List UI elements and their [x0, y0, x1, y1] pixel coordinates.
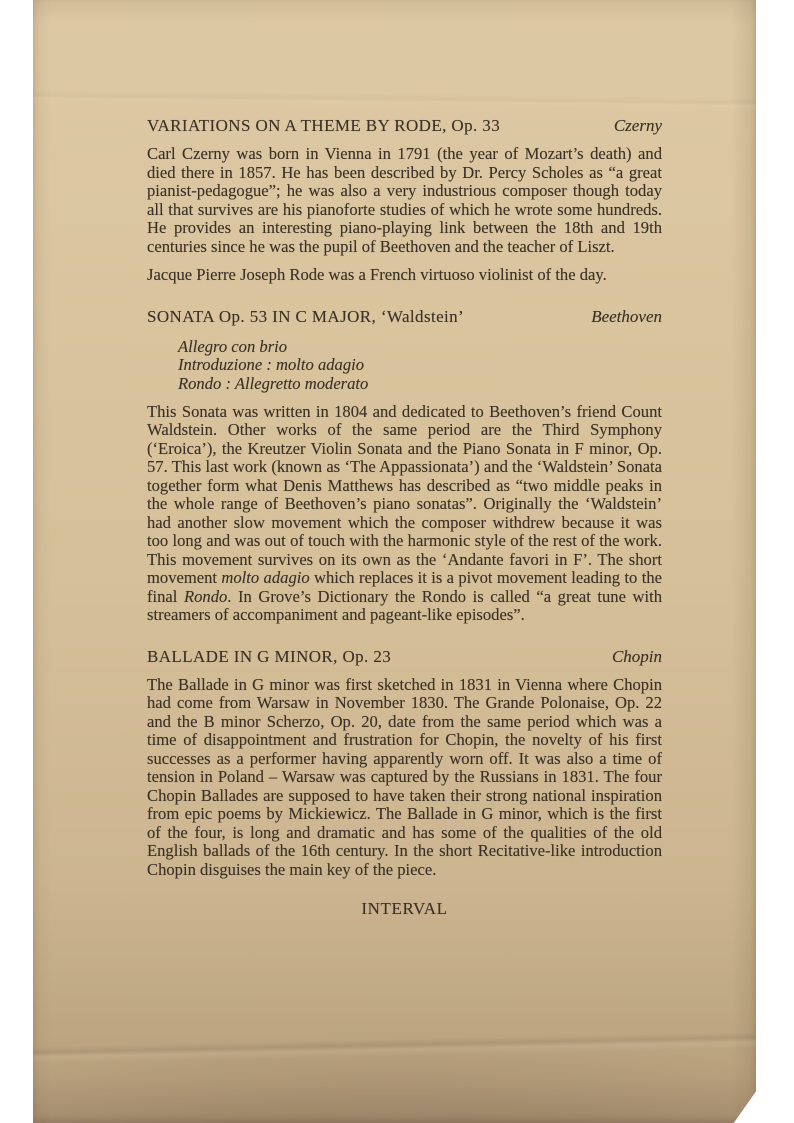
section-chopin: [147, 647, 662, 880]
programme-page: [33, 0, 756, 1123]
paper-corner-clip: [733, 1090, 757, 1123]
text-run: . In Grove’s Dictionary the Rondo is called “a great tune with streamers of accompaniment and pageant-like episodes”.: [147, 586, 662, 625]
paragraph-czerny-bio: [147, 145, 662, 256]
paragraph-waldstein-note: [147, 403, 662, 625]
paragraph-ballade-note: [147, 676, 662, 880]
movement-3: Rondo : Allegretto moderato: [178, 373, 369, 393]
interval-label: INTERVAL: [361, 899, 448, 919]
italic-text-run: Rondo: [183, 586, 228, 606]
movement-1: Allegro con brio: [178, 336, 288, 356]
movement-list: [178, 338, 662, 394]
movement-2: Introduzione : molto adagio: [178, 355, 365, 375]
paragraph-rode-note: [147, 266, 662, 285]
piece-title-chopin: BALLADE IN G MINOR, Op. 23: [147, 646, 392, 666]
section-header-beethoven: [147, 307, 662, 327]
piece-title-czerny: VARIATIONS ON A THEME BY RODE, Op. 33: [147, 116, 501, 135]
text-run: Jacque Pierre Joseph Rode was a French virtuoso violinist of the day.: [147, 265, 607, 284]
paper-crease-bottom: [33, 1014, 757, 1075]
section-header-czerny: [147, 116, 662, 136]
paper-crease-top: [33, 82, 756, 116]
section-beethoven: [147, 307, 662, 625]
programme-content: [147, 116, 662, 919]
composer-name-beethoven: Beethoven: [591, 306, 662, 326]
piece-title-beethoven: SONATA Op. 53 IN C MAJOR, ‘Waldstein’: [147, 306, 465, 326]
section-header-chopin: [147, 647, 662, 667]
composer-name-chopin: Chopin: [611, 646, 662, 666]
text-run: The Ballade in G minor was first sketched in 1831 in Vienna where Chopin had come from Warsaw in November 1830. The Grande Polonaise, Op. 22 and the B minor Scherzo, Op. 20, date from the same period which was a time of disappointment and frustration for Chopin, the novelty of his first successes as a performer having apparently worn off. It was also a time of tension in Poland – Warsaw was captured by the Russians in 1831. The four Chopin Ballades are supposed to have taken their strong national inspiration from epic poems by Mickiewicz. The Ballade in G minor, which is the first of the four, is long and dramatic and has some of the qualities of the old English ballads of the 16th century. In the short Recitative-like introduction Chopin disguises the main key of the piece.: [147, 674, 662, 879]
text-run: which replaces it is a pivot movement leading to the final: [147, 568, 662, 606]
text-run: This Sonata was written in 1804 and dedicated to Beethoven’s friend Count Waldstein. Other works of the same period are the Third Symphony (‘Eroica’), the Kreutzer Violin Sonata and the Piano Sonata in F minor, Op. 57. This last work (known as ‘The Appassionata’) and the ‘Waldstein’ Sonata together form what Denis Matthews has described as “two middle peaks in the whole range of Beethoven’s piano sonatas”. Originally the ‘Waldstein’ had another slow movement which the composer withdrew because it was too long and was out of touch with the harmonic style of the rest of the work. This movement survives on its own as the ‘Andante favori in F’. The short movement: [147, 401, 662, 588]
text-run: Carl Czerny was born in Vienna in 1791 (the year of Mozart’s death) and died there in 1857. He has been described by Dr. Percy Scholes as “a great pianist-pedagogue”; he was also a very industrious composer though today all that survives are his pianoforte studies of which he wrote some hundreds. He provides an interesting piano-playing link between the 18th and 19th centuries since he was the pupil of Beethoven and the teacher of Liszt.: [147, 144, 662, 256]
italic-text-run: molto adagio: [221, 568, 310, 588]
composer-name-czerny: Czerny: [613, 116, 662, 135]
section-czerny: [147, 116, 662, 285]
